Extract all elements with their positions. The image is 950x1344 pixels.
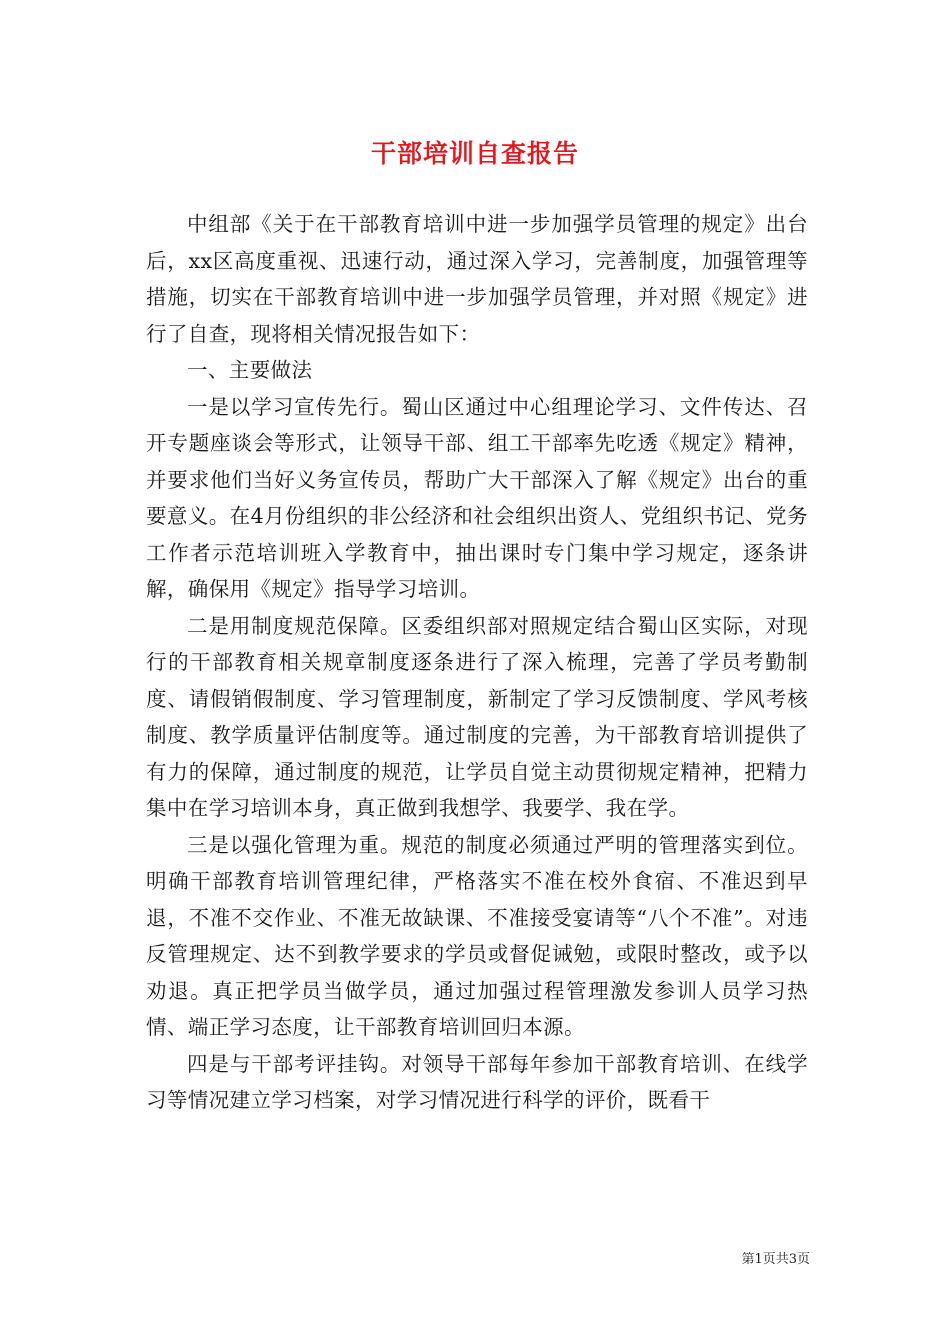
- paragraph-evaluation: 四是与干部考评挂钩。对领导干部每年参加干部教育培训、在线学习等情况建立学习档案，对学习情况进行科学的评价，既看干: [146, 1051, 808, 1112]
- document-title: 干部培训自查报告: [370, 139, 579, 168]
- paragraph-management: 三是以强化管理为重。规范的制度必须通过严明的管理落实到位。明确干部教育培训管理纪律，严格落实不准在校外食宿、不准迟到早退，不准不交作业、不准无故缺课、不准接受宴请等“八个不准”。对违反管理规定、达不到教学要求的学员或督促诫勉，或限时整改，或予以劝退。真正把学员当做学员，通过加强过程管理激发参训人员学习热情、端正学习态度，让干部教育培训回归本源。: [146, 832, 808, 1039]
- paragraph-publicity: 一是以学习宣传先行。蜀山区通过中心组理论学习、文件传达、召开专题座谈会等形式，让领导干部、组工干部率先吃透《规定》精神，并要求他们当好义务宣传员，帮助广大干部深入了解《规定》出台的重要意义。在4月份组织的非公经济和社会组织出资人、党组织书记、党务工作者示范培训班入学教育中，抽出课时专门集中学习规定，逐条讲解，确保用《规定》指导学习培训。: [146, 394, 808, 601]
- page-number: 第1页共3页: [741, 1252, 810, 1267]
- document-body: [146, 206, 808, 1119]
- paragraph-institution: 二是用制度规范保障。区委组织部对照规定结合蜀山区实际，对现行的干部教育相关规章制度逐条进行了深入梳理，完善了学员考勤制度、请假销假制度、学习管理制度，新制定了学习反馈制度、学风考核制度、教学质量评估制度等。通过制度的完善，为干部教育培训提供了有力的保障，通过制度的规范，让学员自觉主动贯彻规定精神，把精力集中在学习培训本身，真正做到我想学、我要学、我在学。: [146, 613, 808, 820]
- paragraph-intro: 中组部《关于在干部教育培训中进一步加强学员管理的规定》出台后，xx区高度重视、迅速行动，通过深入学习，完善制度，加强管理等措施，切实在干部教育培训中进一步加强学员管理，并对照《规定》进行了自查，现将相关情况报告如下：: [146, 212, 808, 346]
- section-heading-main-practices: 一、主要做法: [187, 358, 313, 382]
